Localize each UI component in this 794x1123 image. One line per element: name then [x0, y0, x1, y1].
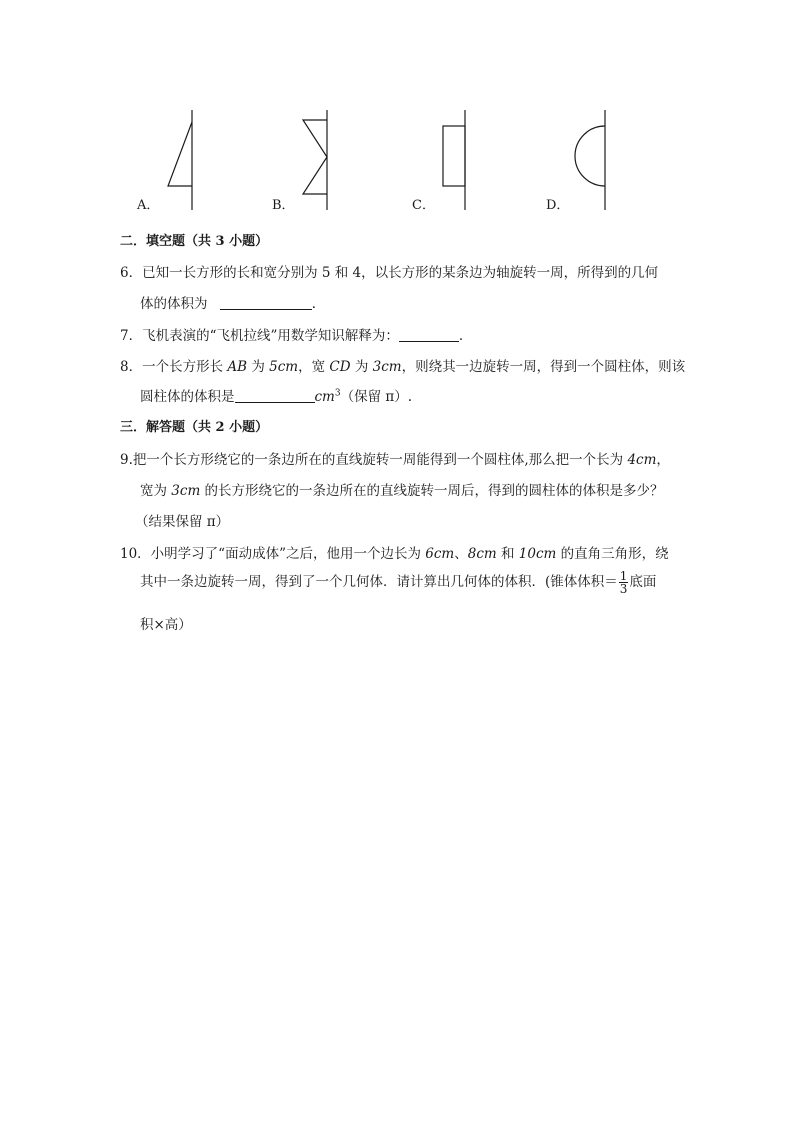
- question-9-line-1: [120, 448, 670, 468]
- figure-d-label: D．: [546, 198, 570, 213]
- q8-text: ，则绕其一边旋转一周，得到一个圆柱体，则该: [401, 359, 686, 375]
- q9-4cm: 4cm: [627, 452, 657, 468]
- q9-text: 的长方形绕它的一条边所在的直线旋转一周后，得到的圆柱体的体积是多少？: [200, 483, 664, 499]
- q9-text: 宽为: [140, 483, 172, 499]
- section-heading-solutions: 三．解答题（共 2 小题）: [120, 420, 269, 435]
- q8-text: （保留 π）.: [340, 389, 413, 405]
- answer-blank-7[interactable]: [399, 329, 459, 342]
- question-8-line-2: [140, 385, 412, 405]
- q8-text: 8．一个长方形长: [120, 359, 228, 375]
- q10-text: 、: [454, 546, 468, 562]
- figure-b-label: B．: [272, 198, 295, 213]
- question-7-suffix: ．: [458, 328, 473, 344]
- answer-blank-6[interactable]: [220, 297, 312, 310]
- question-9-line-3: （结果保留 π）: [135, 514, 230, 530]
- fraction-one-third: [619, 570, 629, 595]
- q10-text: 其中一条边旋转一周，得到了一个几何体．请计算出几何体的体积．(锥体体积＝: [140, 574, 618, 590]
- q10-text: 10．小明学习了“面动成体”之后，他用一个边长为: [120, 546, 426, 562]
- question-8-line-1: [120, 355, 685, 375]
- q9-text: ，: [656, 452, 670, 468]
- rectangle-figure-icon: [438, 110, 478, 210]
- semicircle-figure-icon: [578, 110, 618, 210]
- q8-text: 为: [350, 359, 373, 375]
- q10-text: 和: [496, 546, 519, 562]
- question-6-prefix: 体的体积为: [140, 296, 208, 312]
- q8-exponent: 3: [334, 388, 341, 399]
- triangle-figure-icon: [165, 110, 205, 210]
- question-6-suffix: ．: [311, 296, 326, 312]
- q8-5cm: 5cm: [269, 359, 299, 375]
- q9-3cm: 3cm: [171, 483, 201, 499]
- q8-text: 为: [247, 359, 270, 375]
- bowtie-figure-icon: [300, 110, 340, 210]
- question-10-line-1: [120, 542, 669, 562]
- q10-6cm: 6cm: [425, 546, 455, 562]
- q8-text: 圆柱体的体积是: [140, 389, 235, 405]
- figure-a-label: A．: [137, 198, 160, 213]
- q10-text: 的直角三角形，绕: [556, 546, 669, 562]
- q10-text: 底面: [629, 574, 657, 590]
- question-6-line-2: [140, 292, 325, 312]
- q8-text: ，宽: [298, 359, 330, 375]
- fraction-numerator: 1: [619, 569, 628, 583]
- q10-10cm: 10cm: [518, 546, 557, 562]
- question-7: [120, 324, 472, 344]
- question-6-line-1: 6．已知一长方形的长和宽分别为 5 和 4，以长方形的某条边为轴旋转一周，所得到的几何: [120, 265, 659, 281]
- q8-unit: cm: [314, 389, 335, 405]
- q10-8cm: 8cm: [467, 546, 497, 562]
- question-9-line-2: [140, 479, 664, 499]
- q9-text: 9.把一个长方形绕它的一条边所在的直线旋转一周能得到一个圆柱体,那么把一个长为: [120, 452, 628, 468]
- answer-blank-8[interactable]: [235, 390, 315, 403]
- answer-figures: [120, 110, 680, 215]
- q8-ab: AB: [227, 359, 248, 375]
- question-7-prefix: 7．飞机表演的“飞机拉线”用数学知识解释为：: [120, 328, 399, 344]
- question-10-line-2: [140, 570, 656, 595]
- q8-3cm: 3cm: [372, 359, 402, 375]
- section-heading-fill-in: 二．填空题（共 3 小题）: [120, 234, 269, 249]
- question-10-line-3: 积×高）: [140, 617, 192, 633]
- fraction-denominator: 3: [619, 582, 628, 596]
- figure-c-label: C．: [412, 198, 435, 213]
- q8-cd: CD: [329, 359, 351, 375]
